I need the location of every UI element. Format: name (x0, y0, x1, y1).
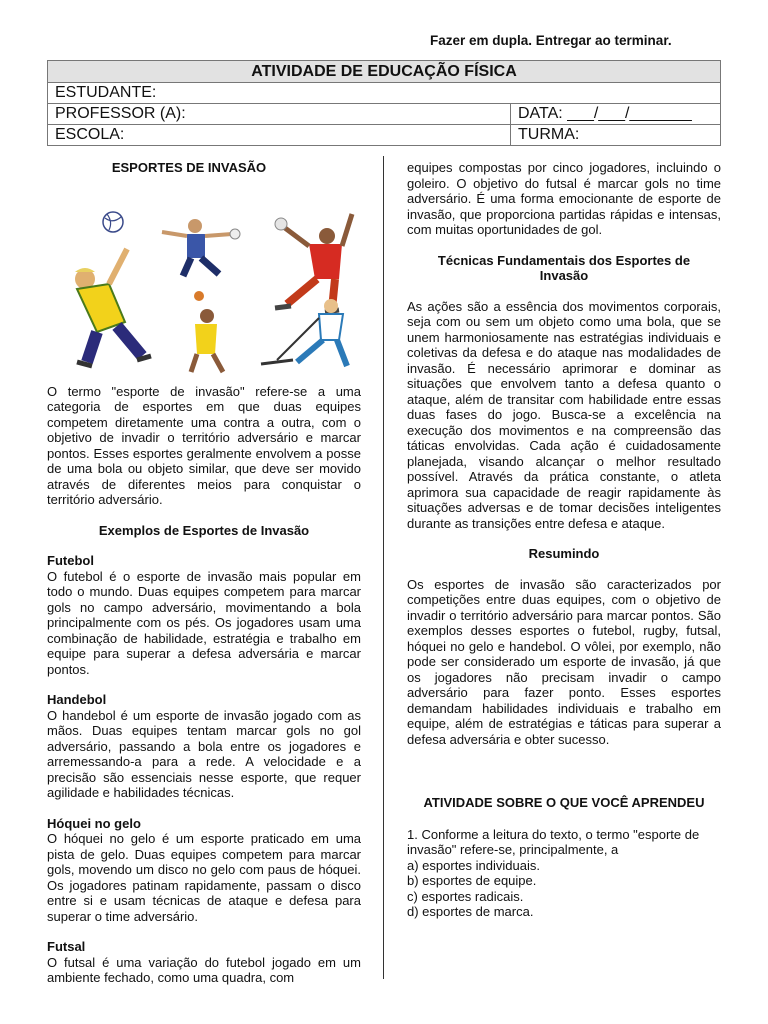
tecnicas-text: As ações são a essência dos movimentos corporais, seja com ou sem um objeto como uma bola, que se unem harmoniosamente nas estratégias individuais e coletivas da defesa e do ataque nas modalidades de invasão. É necessário aprimorar e dominar as situações que envolvem tanto a defesa quanto o ataque, além de transitar com habilidade entre essas duas fases do jogo. Busca-se a excelência na execução dos movimentos e na compreensão das táticas envolvidas. Cada ação é cuidadosamente planejada, visando alcançar o melhor resultado possível. Através da prática constante, o atleta aprimora sua capacidade de reagir rapidamente às situações adversas e de tomar decisões inteligentes durante as transições entre defesa e ataque. (407, 298, 721, 531)
futsal-continued: equipes compostas por cinco jogadores, incluindo o goleiro. O objetivo do futsal é marcar gols no time adversário. É uma forma emocionante de esporte de invasão, que proporciona partidas rápidas e intensas, com muitas oportunidades de gol. (407, 160, 721, 237)
date-field[interactable]: DATA: ___/___/_______ (518, 105, 692, 122)
athletes-image (47, 184, 365, 374)
column-divider (383, 156, 384, 979)
page-title: ATIVIDADE DE EDUCAÇÃO FÍSICA (48, 61, 720, 83)
right-column (407, 160, 721, 920)
hoquei-title: Hóquei no gelo (47, 815, 141, 831)
left-column (47, 160, 361, 986)
option-b[interactable]: b) esportes de equipe. (407, 873, 537, 888)
futsal-text: O futsal é uma variação do futebol jogado em um ambiente fechado, como uma quadra, com (47, 954, 361, 985)
student-field[interactable]: ESTUDANTE: (55, 84, 157, 101)
examples-title: Exemplos de Esportes de Invasão (98, 522, 310, 538)
teacher-field[interactable]: PROFESSOR (A): (48, 104, 511, 124)
hockey-player-icon (261, 299, 347, 366)
class-field[interactable]: TURMA: (518, 126, 580, 143)
futebol-title: Futebol (47, 553, 94, 568)
header-table (47, 60, 721, 146)
handball-player-icon (162, 219, 240, 276)
handebol-title: Handebol (47, 692, 107, 707)
volleyball-icon (103, 212, 123, 232)
teacher-row (48, 104, 720, 125)
intro-paragraph: O termo "esporte de invasão" refere-se a uma categoria de esportes em que duas equipes competem diretamente uma contra a outra, com o objetivo de invadir o território adversário e marcar pontos. Esses esportes geralmente envolvem a posse de uma bola ou objeto similar, que deve ser movido através de diferentes meios para conquistar o território adversário. (47, 383, 361, 507)
option-d[interactable]: d) esportes de marca. (407, 904, 534, 919)
option-a[interactable]: a) esportes individuais. (407, 857, 540, 873)
tecnicas-title: Técnicas Fundamentais dos Esportes de Invasão (437, 252, 691, 283)
option-c[interactable]: c) esportes radicais. (407, 888, 524, 904)
school-row (48, 125, 720, 145)
question-1: 1. Conforme a leitura do texto, o termo "esporte de invasão" refere-se, principalmente, a (407, 826, 700, 857)
school-field[interactable]: ESCOLA: (48, 125, 511, 145)
section-title-invasion-sports: ESPORTES DE INVASÃO (111, 160, 267, 175)
hoquei-text: O hóquei no gelo é um esporte praticado em uma pista de gelo. Duas equipes competem para marcar gols, movendo um disco no gelo com paus de hóquei. Os jogadores patinam rapidamente, passam o disco entre si e usam técnicas de ataque e defesa para superar o time adversário. (47, 831, 361, 924)
resumindo-title: Resumindo (528, 546, 600, 561)
sports-illustration (47, 184, 365, 374)
resumindo-text: Os esportes de invasão são caracterizados por competições entre duas equipes, com o objetivo de invadir o território adversário para marcar pontos. São exemplos desses esportes o futebol, rugby, futsal, hóquei no gelo e handebol. O vôlei, por exemplo, não pode ser considerado um esporte de invasão, já que os jogadores não precisam invadir o campo adversário para fazer ponto. Esses esportes demandam habilidades individuais e trabalho em equipe, além de estratégias e táticas para superar a defesa adversária e obter sucesso. (407, 576, 721, 747)
activity-title: ATIVIDADE SOBRE O QUE VOCÊ APRENDEU (423, 795, 705, 810)
volleyball-player-icon (75, 249, 151, 366)
handebol-text: O handebol é um esporte de invasão jogado com as mãos. Duas equipes tentam marcar gols no gol adversário, passando a bola entre os jogadores e arremessando-a para a rede. A velocidade e a precisão são essenciais nesse esporte, que requer agilidade e habilidades técnicas. (47, 707, 361, 800)
handball-player-red-icon (275, 214, 352, 312)
instruction-note: Fazer em dupla. Entregar ao terminar. (430, 33, 672, 48)
question-block (407, 827, 721, 920)
futebol-text: O futebol é o esporte de invasão mais popular em todo o mundo. Duas equipes competem para marcar gols no campo adversário, movimentando a bola principalmente com os pés. Os jogadores usam uma combinação de habilidade, estratégia e trabalho em equipe para superar a defesa adversária e marcar pontos. (47, 568, 361, 677)
basketball-player-icon (191, 291, 223, 372)
student-row (48, 83, 720, 104)
futsal-title: Futsal (47, 939, 86, 954)
